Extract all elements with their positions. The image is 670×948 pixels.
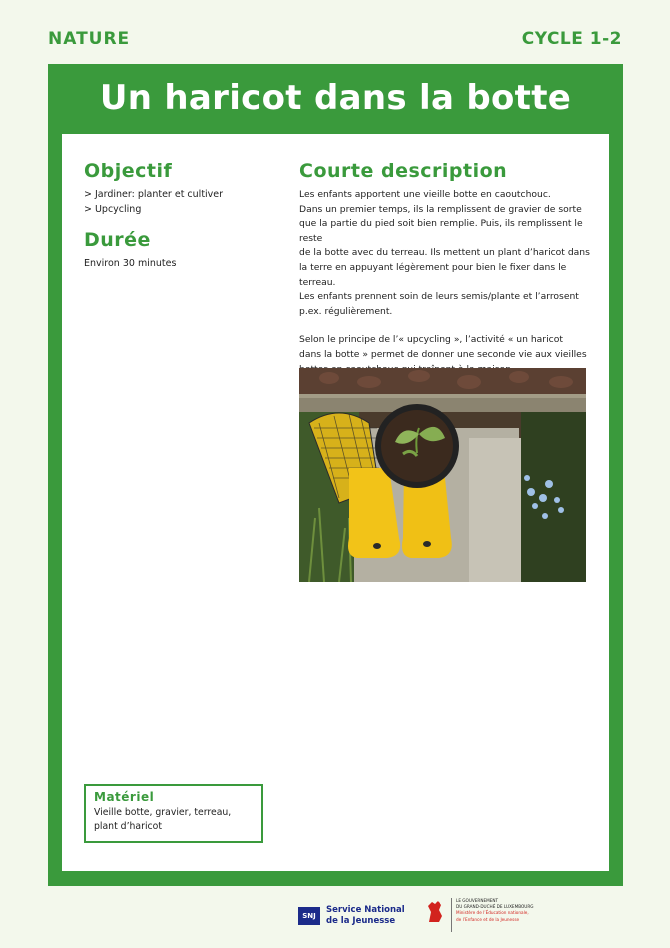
red-lion-icon — [425, 898, 445, 924]
gov-line: DU GRAND-DUCHÉ DE LUXEMBOURG — [456, 904, 534, 910]
snj-logo — [298, 898, 405, 934]
objectif-heading: Objectif — [84, 160, 173, 182]
page-title: Un haricot dans la botte — [99, 78, 572, 118]
snj-line: de la Jeunesse — [326, 916, 396, 926]
activity-card — [48, 64, 623, 886]
snj-mark-text: SNJ — [302, 912, 316, 920]
description-line: Selon le principe de l’« upcycling », l’activité « un haricot — [299, 334, 563, 346]
materiel-heading: Matériel — [94, 790, 155, 804]
materiel-line: plant d’haricot — [94, 821, 162, 832]
boot-planter-photo — [299, 368, 586, 582]
gov-line: LE GOUVERNEMENT — [456, 898, 499, 903]
card-content — [62, 134, 609, 871]
duree-heading: Durée — [84, 229, 151, 252]
description-line: dans la botte » permet de donner une seconde vie aux vieilles — [299, 348, 587, 360]
government-logo — [425, 898, 534, 934]
description-line: Les enfants prennent soin de leurs semis/plante et l’arrosent — [299, 291, 579, 303]
category-label: NATURE — [48, 29, 131, 49]
gov-line: Ministère de l’Éducation nationale, — [456, 910, 529, 916]
description-line: Les enfants apportent une vieille botte en caoutchouc. — [299, 189, 551, 200]
cycle-label: CYCLE 1-2 — [521, 29, 622, 49]
logo-divider — [451, 898, 452, 932]
description-line: de la botte avec du terreau. Ils mettent un plant d’haricot dans — [299, 247, 590, 259]
materiel-line: Vieille botte, gravier, terreau, — [94, 807, 232, 818]
description-line: Dans un premier temps, ils la remplissent de gravier de sorte — [299, 203, 582, 215]
snj-mark-icon — [298, 907, 320, 925]
materiel-box — [84, 784, 263, 843]
description-column — [299, 160, 591, 377]
objectif-item: > Jardiner: planter et cultiver — [84, 189, 224, 200]
duree-value: Environ 30 minutes — [84, 258, 177, 270]
snj-line: Service National — [326, 905, 405, 915]
description-line: la terre en appuyant légèrement pour bien le fixer dans le terreau. — [299, 261, 567, 288]
description-heading: Courte description — [299, 160, 508, 182]
gov-line: de l’Enfance et de la Jeunesse — [456, 916, 520, 922]
description-line: que la partie du pied soit bien remplie. Puis, ils remplissent le reste — [299, 218, 583, 244]
left-column — [84, 160, 274, 272]
description-paragraph-1 — [299, 188, 591, 319]
objectif-item: > Upcycling — [84, 203, 142, 215]
description-line: p.ex. régulièrement. — [299, 305, 393, 317]
